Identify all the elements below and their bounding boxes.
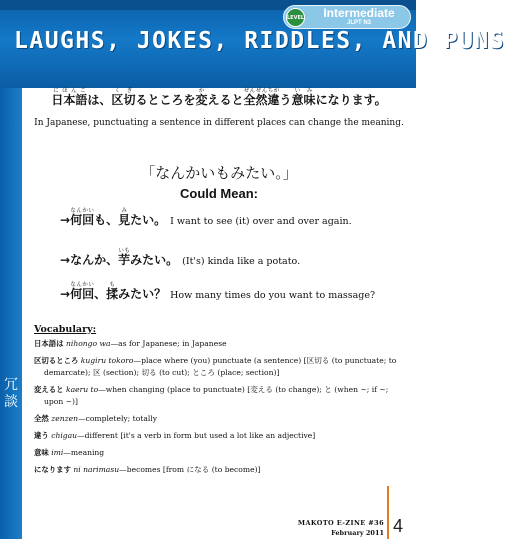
list-item: 変えると kaeru to—when changing (place to punctuate) [変える (to change); と (when ~; if ~; upon ~)] xyxy=(34,385,389,406)
side-bar xyxy=(0,88,22,539)
list-item: 意味 imi—meaning xyxy=(34,448,105,457)
list-item: になります ni narimasu—becomes [from になる (to become)] xyxy=(34,465,261,474)
example-1 xyxy=(60,208,416,228)
list-item: 違う chigau—different [it's a verb in form but used a lot like an adjective] xyxy=(34,431,316,440)
list-item: 日本語は nihongo wa—as for Japanese; in Japanese xyxy=(34,339,227,348)
example-2-english: (It's) kinda like a potato. xyxy=(182,256,301,267)
intro-english: In Japanese, punctuating a sentence in different places can change the meaning. xyxy=(34,118,404,128)
list-item: 区切るところ kugiru tokoro—place where (you) punctuate (a sentence) [区切る (to punctuate; to demarcate); 区 (section); 切る (to cut); ところ (place; section)] xyxy=(34,356,397,377)
footer-accent-line xyxy=(387,486,389,539)
ruby-nihongo: 日本語にほんご xyxy=(51,88,88,107)
footer-zine-name: MAKOTO E-ZINE #36 xyxy=(297,519,384,527)
vocabulary-list xyxy=(34,338,409,481)
main-content xyxy=(22,88,416,539)
level-name: Intermediate xyxy=(323,6,395,20)
page-title: LAUGHS, JOKES, RIDDLES, AND PUNS xyxy=(14,28,505,54)
example-3-english: How many times do you want to massage? xyxy=(170,290,376,301)
example-3-japanese: →何回なんかい、揉もみたい？ xyxy=(60,282,167,301)
header-banner xyxy=(0,0,505,88)
joke-quote: 「なんかいもみたい。」 xyxy=(140,164,298,182)
example-1-english: I want to see (it) over and over again. xyxy=(170,216,352,227)
page-number: 4 xyxy=(393,516,404,536)
ruby-imi: 意味いみ xyxy=(291,88,316,107)
ruby-chiga: 違ちが xyxy=(267,88,280,107)
side-label: 冗談 xyxy=(4,377,18,410)
level-sub: JLPT N3 xyxy=(346,20,371,26)
level-badge-icon: LEVEL xyxy=(286,8,305,27)
ruby-giru: 切ぎ xyxy=(123,88,136,107)
level-badge xyxy=(283,5,411,29)
footer-date: February 2011 xyxy=(331,529,384,537)
example-1-japanese: →何回なんかいも、見みたい。 xyxy=(60,208,167,227)
example-2-japanese: →なんか、芋いもみたい。 xyxy=(60,248,179,267)
ruby-zenzen: 全然ぜんぜん xyxy=(243,88,268,107)
could-mean-heading: Could Mean: xyxy=(180,186,258,201)
vocabulary-heading: Vocabulary: xyxy=(34,324,97,335)
list-item: 全然 zenzen—completely; totally xyxy=(34,414,157,423)
example-2 xyxy=(60,248,416,268)
example-3 xyxy=(60,282,416,302)
intro-japanese: 日本語にほんごは、区く切ぎるところを変かえると全然ぜんぜん違ちがう意味いみになります。 xyxy=(51,88,387,107)
ruby-ka: 変か xyxy=(195,88,208,107)
ruby-ku: 区く xyxy=(111,88,124,107)
